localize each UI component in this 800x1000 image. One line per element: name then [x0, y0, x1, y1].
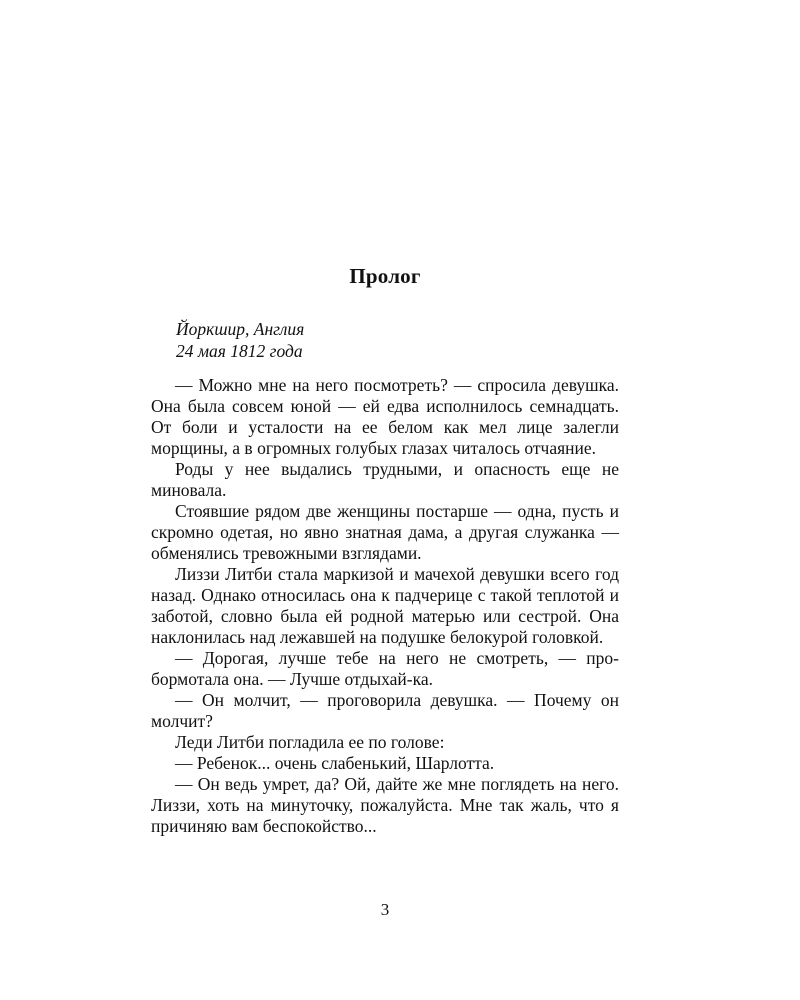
epigraph-place: Йоркшир, Англия [176, 319, 305, 339]
paragraph: Леди Литби погладила ее по голове: [175, 732, 445, 752]
paragraph: — Можно мне на него посмотреть? — спросила девушка. Она была совсем юной — ей едва исполнилось семнадцать. От боли и усталости на ее белом как мел лице залегли морщины, а в огромных голубых глазах читалось отчаяние. [151, 375, 619, 458]
epigraph-date: 24 мая 1812 года [176, 341, 303, 361]
paragraph: — Ребенок... очень слабенький, Шарлотта. [175, 753, 495, 773]
chapter-body [151, 375, 619, 837]
chapter-title: Пролог [349, 264, 421, 288]
paragraph: Роды у нее выдались трудными, и опасность еще не миновала. [151, 459, 619, 500]
paragraph: Лиззи Литби стала маркизой и мачехой девушки всего год назад. Однако относилась она к падчерице с такой теплотой и заботой, словно была ей родной матерью или сестрой. Она наклонилась над лежавшей на подушке белокурой головкой. [151, 564, 619, 647]
paragraph: — Дорогая, лучше тебе на него не смотреть, — пробормотала она. — Лучше отдыхай-ка. [151, 648, 619, 689]
paragraph: — Он молчит, — проговорила девушка. — Почему он молчит? [151, 690, 619, 731]
paragraph: — Он ведь умрет, да? Ой, дайте же мне поглядеть на него. Лиззи, хоть на минуточку, пожалуйста. Мне так жаль, что я причиняю вам беспокойство... [151, 774, 619, 836]
epigraph [176, 318, 304, 362]
page-number: 3 [380, 900, 390, 919]
paragraph: Стоявшие рядом две женщины постарше — одна, пусть и скромно одетая, но явно знатная дама, а другая служанка — обменялись тревожными взглядами. [151, 501, 619, 563]
